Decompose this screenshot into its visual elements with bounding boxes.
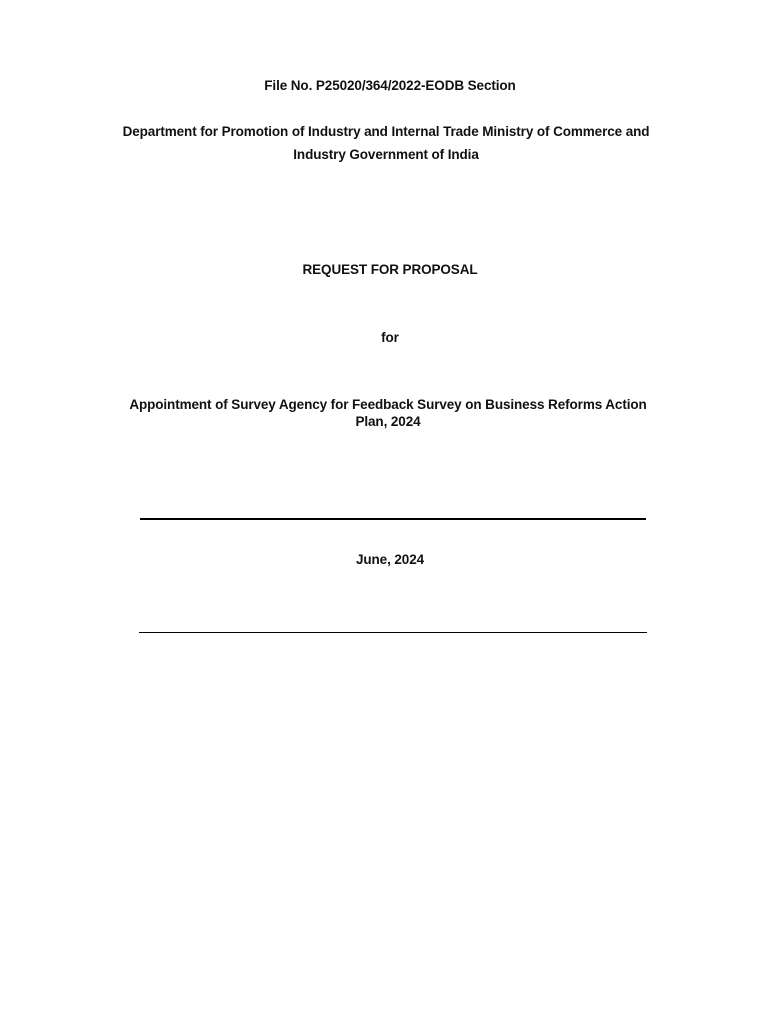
document-title: REQUEST FOR PROPOSAL	[302, 262, 478, 277]
file-number: File No. P25020/364/2022-EODB Section	[264, 78, 516, 93]
upper-divider	[140, 518, 646, 520]
lower-divider	[139, 632, 647, 633]
title-connector: for	[381, 330, 399, 345]
proposal-subject: Appointment of Survey Agency for Feedback Survey on Business Reforms Action Plan, 2024	[129, 397, 647, 429]
department-heading: Department for Promotion of Industry and Internal Trade Ministry of Commerce and Industry Government of India	[122, 124, 650, 162]
document-date: June, 2024	[355, 552, 425, 567]
